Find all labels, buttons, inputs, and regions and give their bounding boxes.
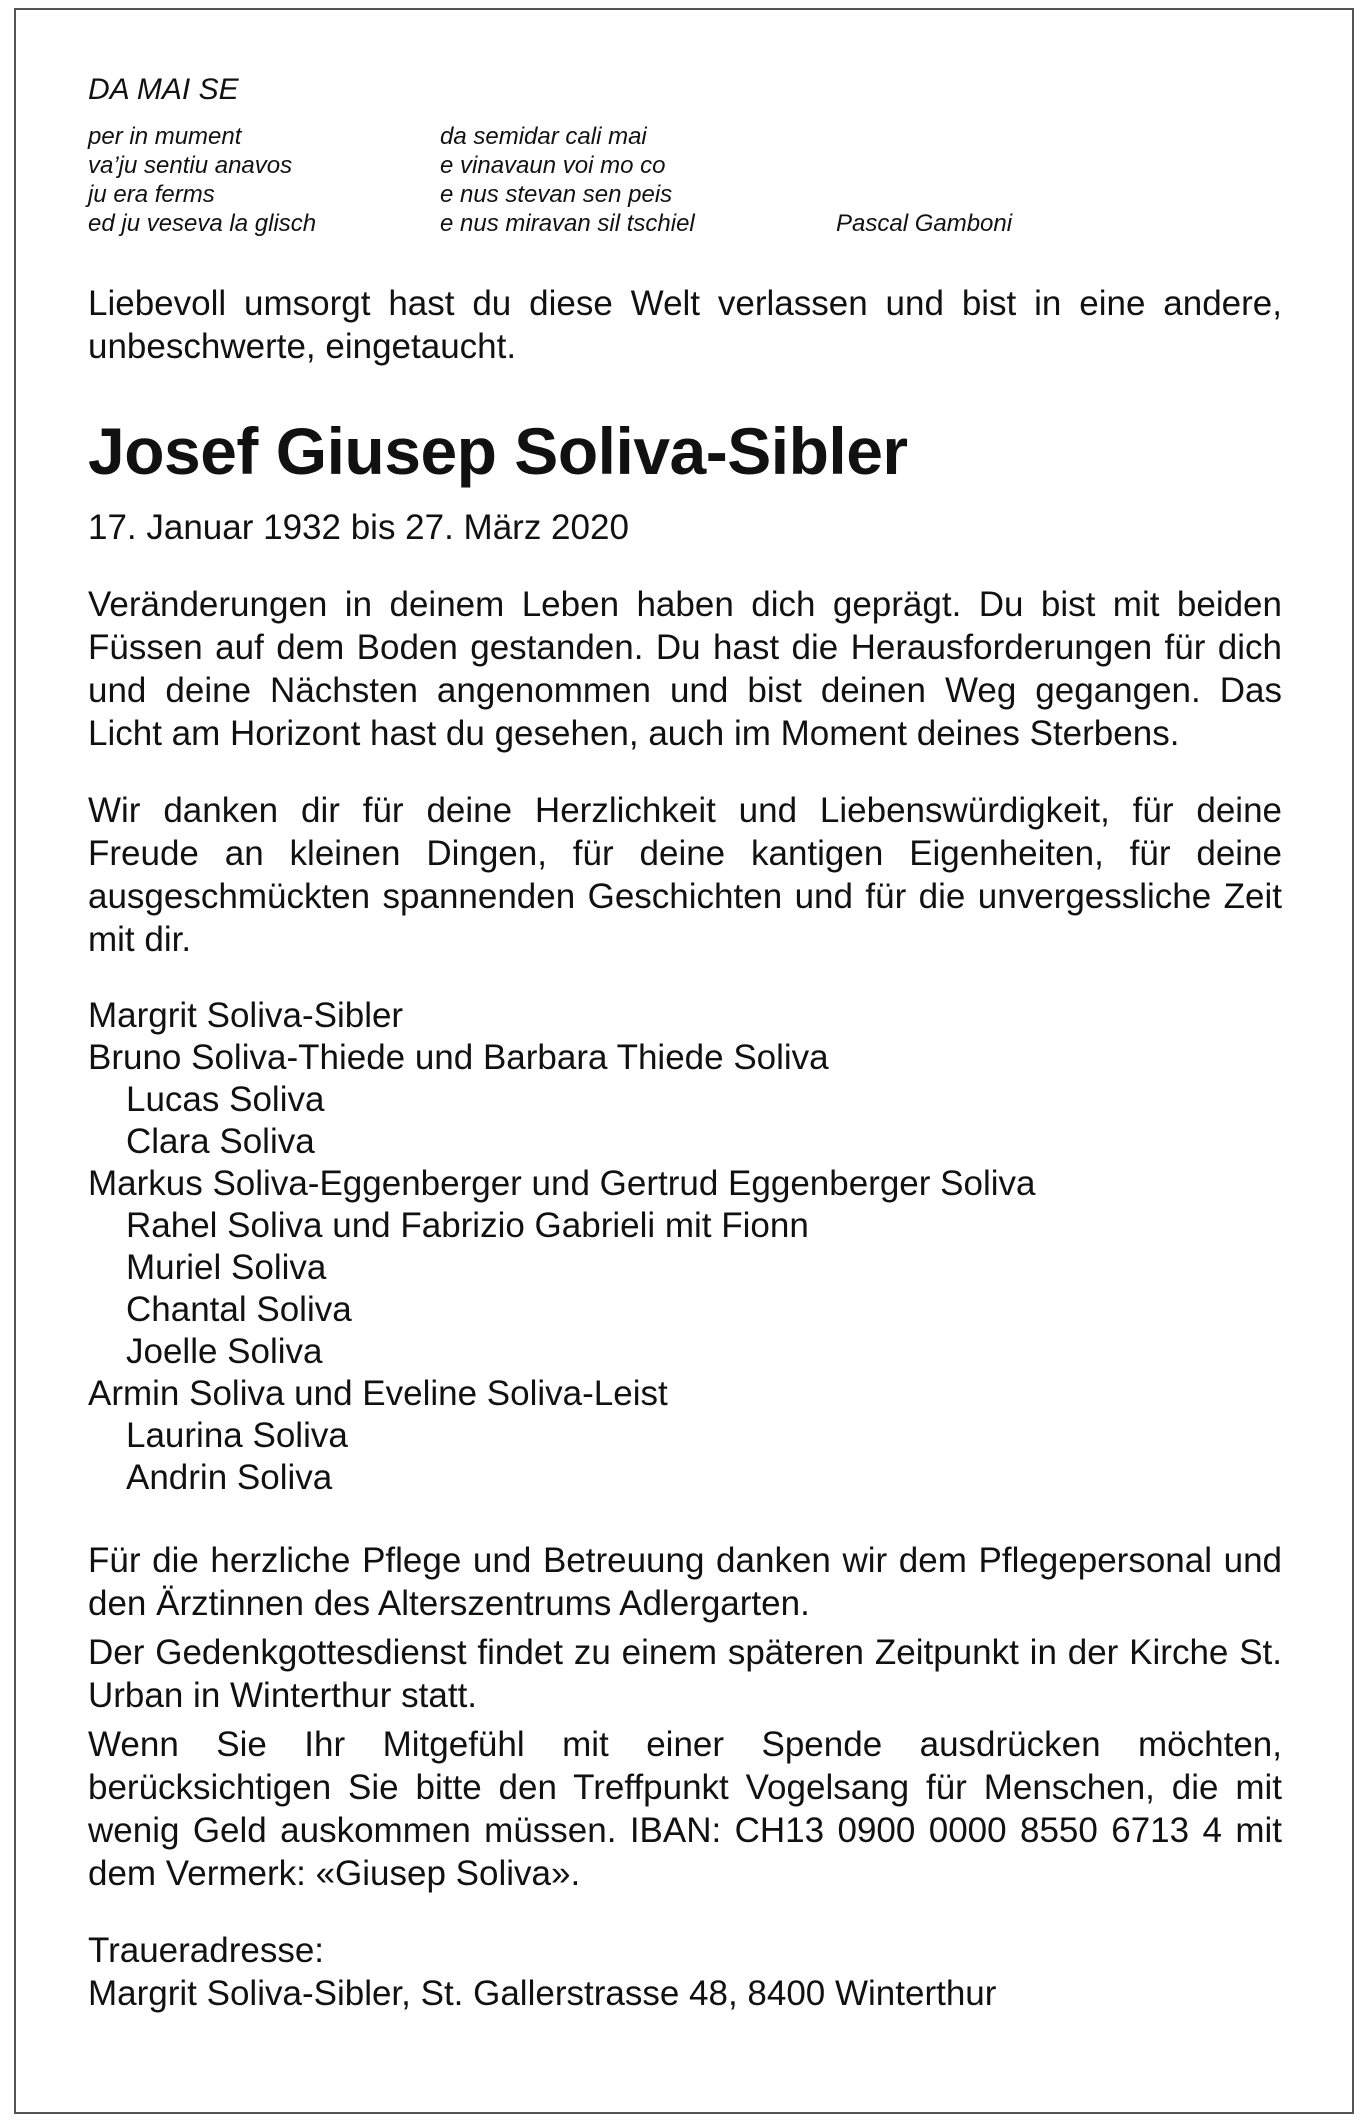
deceased-name: Josef Giusep Soliva-Sibler — [88, 414, 908, 488]
grandchild-name: Andrin Soliva — [126, 1458, 333, 1497]
mourners-list — [88, 995, 1282, 1499]
poem-line: ju era ferms — [88, 181, 215, 208]
poem-line: ed ju veseva la glisch — [88, 210, 317, 237]
poem-title: DA MAI SE — [88, 73, 239, 106]
mourning-address — [88, 1929, 1282, 2015]
care-thanks-text: Für die herzliche Pflege und Betreuung danken wir dem Pflegepersonal und den Ärztinnen des Alterszentrums Adlergarten. — [88, 1541, 1282, 1623]
life-dates: 17. Januar 1932 bis 27. März 2020 — [88, 508, 629, 547]
grandchild-name: Joelle Soliva — [126, 1332, 323, 1371]
tribute-text: Veränderungen in deinem Leben haben dich geprägt. Du bist mit beiden Füssen auf dem Boden gestanden. Du hast die Herausforderungen für dich und deine Nächsten angenommen und bist deinen Weg gegangen. Das Licht am Horizont hast du gesehen, auch im Moment deines Sterbens. — [88, 585, 1282, 753]
memorial-service-text: Der Gedenkgottesdienst findet zu einem späteren Zeitpunkt in der Kirche St. Urban in Winterthur statt. — [88, 1633, 1282, 1715]
poem-line: da semidar cali mai — [440, 123, 647, 150]
grandchild-name: Lucas Soliva — [126, 1080, 325, 1119]
address-label: Traueradresse: — [88, 1931, 325, 1970]
poem-author: Pascal Gamboni — [836, 210, 1013, 237]
donation-text: Wenn Sie Ihr Mitgefühl mit einer Spende ausdrücken möchten, berücksichtigen Sie bitte den Treffpunkt Vogelsang für Menschen, die mit wenig Geld auskommen müssen. IBAN: CH13 0900 0000 8550 6713 4 mit dem Vermerk: «Giusep Soliva». — [88, 1725, 1282, 1893]
poem — [88, 122, 1282, 238]
poem-line: e nus miravan sil tschiel — [440, 210, 695, 237]
poem-line: e vinavaun voi mo co — [440, 152, 666, 179]
grandchild-name: Chantal Soliva — [126, 1290, 352, 1329]
obituary-notice — [88, 72, 1282, 2015]
grandchild-name: Rahel Soliva und Fabrizio Gabrieli mit Fionn — [126, 1206, 809, 1245]
poem-line: va’ju sentiu anavos — [88, 152, 293, 179]
thanks-text: Wir danken dir für deine Herzlichkeit und Liebenswürdigkeit, für deine Freude an kleinen Dingen, für deine kantigen Eigenheiten, für deine ausgeschmückten spannenden Geschichten und für die unvergessliche Zeit mit dir. — [88, 791, 1282, 959]
family-member-name: Armin Soliva und Eveline Soliva-Leist — [88, 1374, 668, 1413]
poem-line: e nus stevan sen peis — [440, 181, 673, 208]
grandchild-name: Muriel Soliva — [126, 1248, 327, 1287]
poem-line: per in mument — [88, 123, 242, 150]
poem-column-1 — [88, 122, 316, 238]
poem-column-2 — [440, 122, 695, 238]
family-member-name: Margrit Soliva-Sibler — [88, 996, 404, 1035]
family-member-name: Markus Soliva-Eggenberger und Gertrud Eggenberger Soliva — [88, 1164, 1036, 1203]
family-member-name: Bruno Soliva-Thiede und Barbara Thiede Soliva — [88, 1038, 829, 1077]
grandchild-name: Laurina Soliva — [126, 1416, 348, 1455]
address-value: Margrit Soliva-Sibler, St. Gallerstrasse 48, 8400 Winterthur — [88, 1974, 997, 2013]
intro-text: Liebevoll umsorgt hast du diese Welt verlassen und bist in eine andere, unbeschwerte, eingetaucht. — [88, 284, 1282, 366]
grandchild-name: Clara Soliva — [126, 1122, 315, 1161]
